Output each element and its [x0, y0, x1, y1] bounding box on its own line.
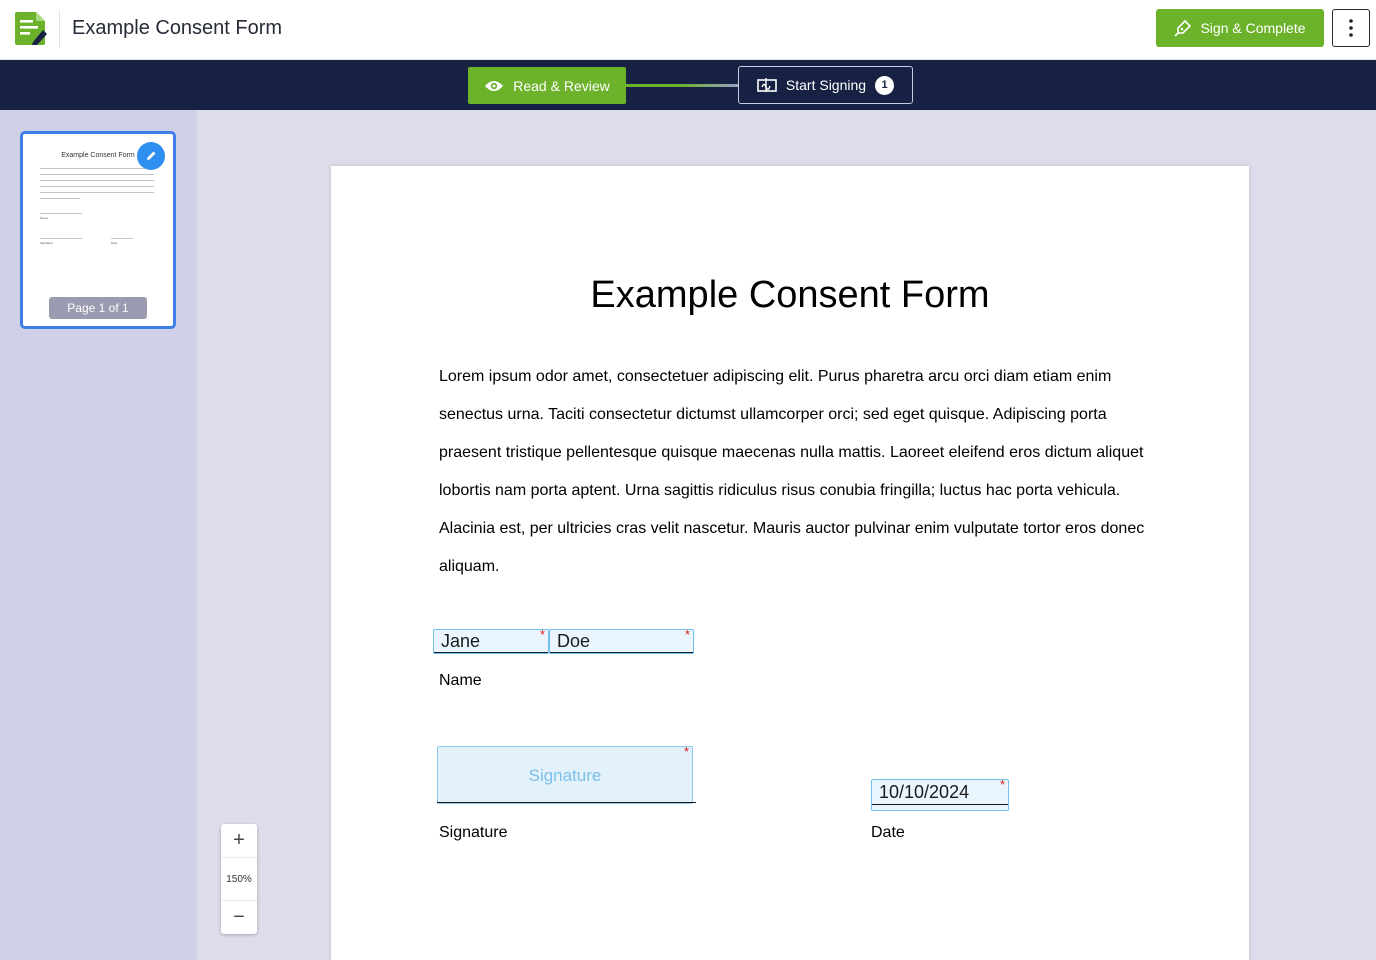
thumbnail-signature-line: [40, 238, 82, 239]
signature-placeholder: Signature: [528, 766, 602, 785]
required-marker: *: [683, 744, 689, 759]
signing-count-badge: 1: [875, 76, 894, 95]
zoom-level: 150%: [221, 857, 257, 901]
zoom-in-button[interactable]: +: [233, 829, 245, 851]
step-read-review[interactable]: [468, 67, 626, 104]
required-marker: *: [999, 777, 1005, 792]
signature-label: Signature: [439, 824, 508, 841]
pen-nib-icon: [1174, 19, 1192, 37]
signature-box-icon: [757, 77, 777, 93]
top-bar: [0, 0, 1376, 60]
eye-icon: [484, 79, 504, 93]
header-divider: [59, 10, 60, 48]
edit-page-button[interactable]: [137, 142, 165, 170]
thumbnail-name-line: [40, 213, 82, 214]
first-name-field[interactable]: [433, 629, 549, 654]
page-thumbnail[interactable]: [20, 131, 176, 329]
more-options-button[interactable]: [1332, 9, 1370, 47]
thumbnail-text-line: [40, 180, 154, 181]
last-name-field[interactable]: [549, 629, 694, 654]
kebab-menu-icon: [1349, 19, 1353, 37]
document-title: Example Consent Form: [72, 17, 283, 39]
zoom-out-button[interactable]: −: [233, 906, 245, 928]
page-indicator: Page 1 of 1: [49, 297, 147, 319]
zoom-control: [221, 824, 257, 934]
thumbnail-text-line: [40, 174, 154, 175]
thumbnail-name-label: Name: [40, 216, 49, 220]
thumbnail-signature-label: Signature: [40, 241, 53, 245]
document-body-text: Lorem ipsum odor amet, consectetuer adipiscing elit. Purus pharetra arcu orci diam etiam enim senectus urna. Taciti consectetur dictumst ullamcorper orci; sed eget quisque. Adipiscing porta praesent tristique pellentesque quisque maecenas nulla mattis. Laoreet eleifend eros dictum aliquet lobortis nam porta aptent. Urna sagittis ridiculus risus conubia fringilla; luctus hac porta vehicula. Alacinia est, per ultricies cras velit nascetur. Mauris auctor pulvinar enim vulputate tortor eros donec aliquam.: [439, 368, 1145, 575]
first-name-input[interactable]: [434, 630, 548, 653]
document-sign-icon[interactable]: [14, 10, 48, 46]
step-connector: [624, 84, 740, 87]
date-input[interactable]: [872, 780, 1008, 805]
thumbnail-text-line: [40, 168, 154, 169]
thumbnail-text-line: [40, 198, 80, 199]
step-start-signing[interactable]: [738, 66, 913, 104]
signature-line: [437, 802, 696, 803]
document-heading: Example Consent Form: [590, 274, 990, 316]
date-field[interactable]: [871, 779, 1009, 811]
required-marker: *: [539, 627, 545, 642]
pencil-icon: [145, 150, 157, 162]
thumbnail-text-line: [40, 186, 154, 187]
signature-field[interactable]: [437, 746, 693, 804]
step-read-review-label: Read & Review: [513, 77, 610, 94]
last-name-input[interactable]: [550, 630, 693, 653]
thumbnail-title: Example Consent Form: [61, 152, 135, 159]
required-marker: *: [684, 627, 690, 642]
thumbnail-date-line: [111, 238, 133, 239]
sign-complete-button[interactable]: [1156, 9, 1324, 47]
thumbnail-date-label: Date: [111, 241, 118, 245]
sign-complete-label: Sign & Complete: [1200, 20, 1306, 36]
step-start-signing-label: Start Signing: [785, 77, 867, 93]
name-label: Name: [439, 672, 482, 689]
thumbnail-text-line: [40, 192, 154, 193]
date-label: Date: [871, 824, 905, 841]
document-page: [331, 166, 1249, 960]
